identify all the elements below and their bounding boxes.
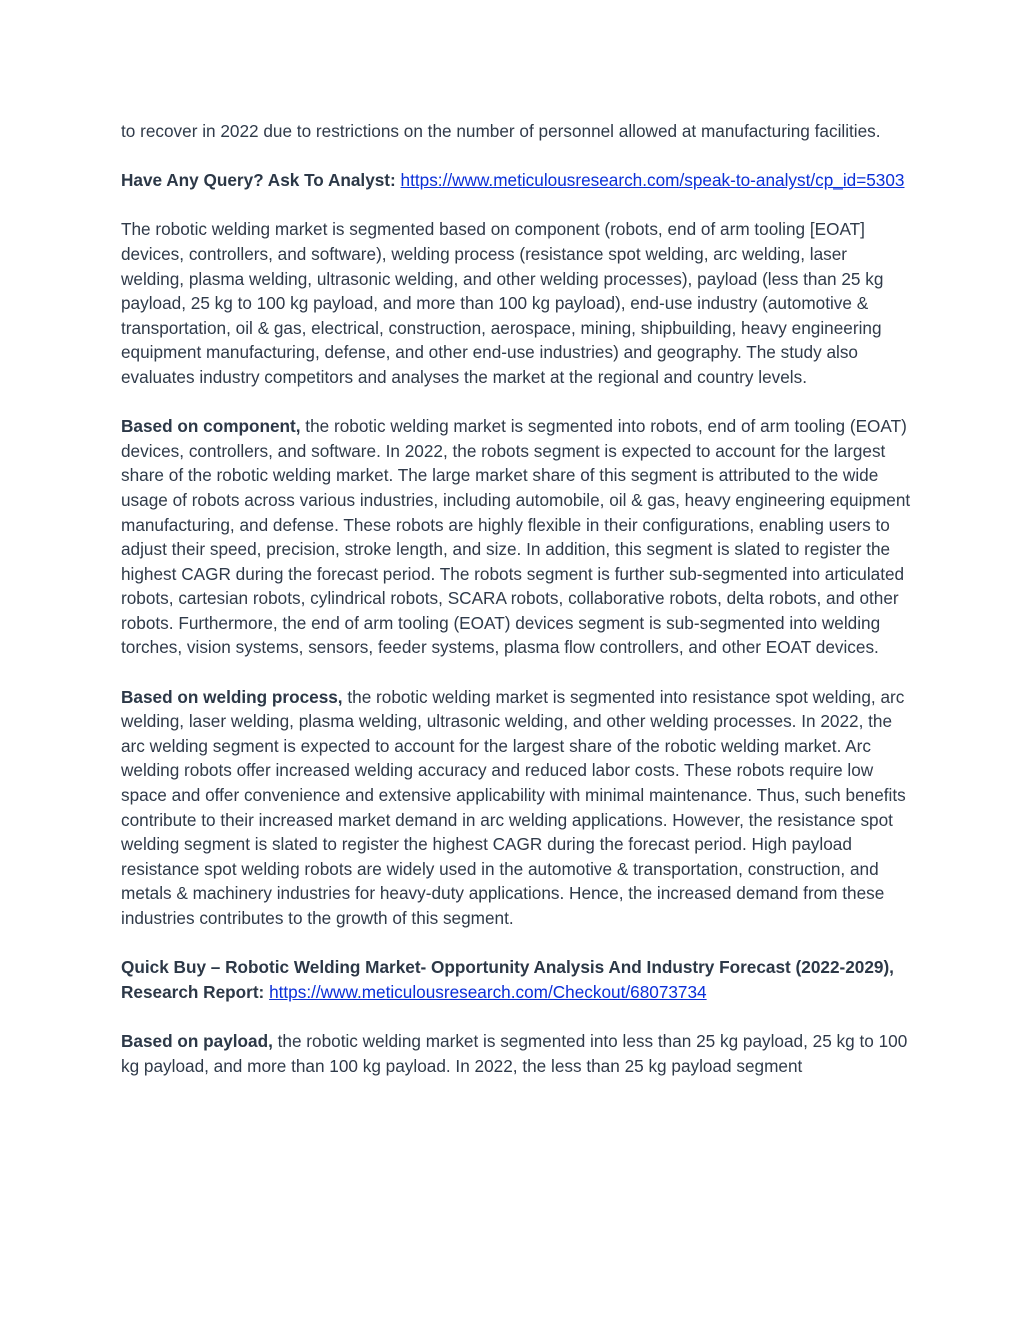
checkout-link[interactable]: https://www.meticulousresearch.com/Checkout/68073734 bbox=[269, 981, 707, 1002]
payload-lead: Based on payload, bbox=[121, 1030, 273, 1051]
query-paragraph bbox=[121, 168, 911, 193]
payload-text: the robotic welding market is segmented into less than 25 kg payload, 25 kg to 100 kg payload, and more than 100 kg payload. In 2022, the less than 25 kg payload segment bbox=[121, 1030, 908, 1076]
component-lead: Based on component, bbox=[121, 416, 301, 437]
speak-to-analyst-link[interactable]: https://www.meticulousresearch.com/speak-to-analyst/cp_id=5303 bbox=[400, 170, 905, 191]
welding-process-text: the robotic welding market is segmented into resistance spot welding, arc welding, laser welding, plasma welding, ultrasonic welding, and other welding processes. In 2022, the arc welding segment is expected to account for the largest share of the robotic welding market. Arc welding robots offer increased welding accuracy and reduced labor costs. These robots require low space and offer convenience and extensive applicability with minimal maintenance. Thus, such benefits contribute to their increased market demand in arc welding applications. However, the resistance spot welding segment is slated to register the highest CAGR during the forecast period. High payload resistance spot welding robots are widely used in the automotive & transportation, construction, and metals & machinery industries for heavy-duty applications. Hence, the increased demand from these industries contributes to the growth of this segment. bbox=[121, 686, 906, 928]
payload-paragraph bbox=[121, 1029, 911, 1078]
intro-text: to recover in 2022 due to restrictions on the number of personnel allowed at manufacturing facilities. bbox=[121, 121, 881, 141]
component-text: the robotic welding market is segmented into robots, end of arm tooling (EOAT) devices, controllers, and software. In 2022, the robots segment is expected to account for the largest share of the robotic welding market. The large market share of this segment is attributed to the wide usage of robots across various industries, including automobile, oil & gas, heavy engineering equipment manufacturing, and defense. These robots are highly flexible in their configurations, enabling users to adjust their speed, precision, stroke length, and size. In addition, this segment is slated to register the highest CAGR during the forecast period. The robots segment is further sub-segmented into articulated robots, cartesian robots, cylindrical robots, SCARA robots, collaborative robots, delta robots, and other robots. Furthermore, the end of arm tooling (EOAT) devices segment is sub-segmented into welding torches, vision systems, sensors, feeder systems, plasma flow controllers, and other EOAT devices. bbox=[121, 416, 911, 658]
welding-process-paragraph bbox=[121, 685, 911, 931]
welding-process-lead: Based on welding process, bbox=[121, 686, 343, 707]
quick-buy-label: Quick Buy – Robotic Welding Market- Opportunity Analysis And Industry Forecast (2022-2029), Research Report: bbox=[121, 957, 894, 1002]
intro-paragraph bbox=[121, 119, 911, 144]
quick-buy-paragraph bbox=[121, 955, 911, 1004]
component-paragraph bbox=[121, 414, 911, 660]
segmentation-text: The robotic welding market is segmented based on component (robots, end of arm tooling [EOAT] devices, controllers, and software), welding process (resistance spot welding, arc welding, laser welding, plasma welding, ultrasonic welding, and other welding processes), payload (less than 25 kg payload, 25 kg to 100 kg payload, and more than 100 kg payload), end-use industry (automotive & transportation, oil & gas, electrical, construction, aerospace, mining, shipbuilding, heavy engineering equipment manufacturing, defense, and other end-use industries) and geography. The study also evaluates industry competitors and analyses the market at the regional and country levels. bbox=[121, 219, 884, 387]
segmentation-paragraph bbox=[121, 217, 911, 389]
document-page bbox=[121, 119, 911, 1103]
query-label: Have Any Query? Ask To Analyst: bbox=[121, 170, 396, 191]
